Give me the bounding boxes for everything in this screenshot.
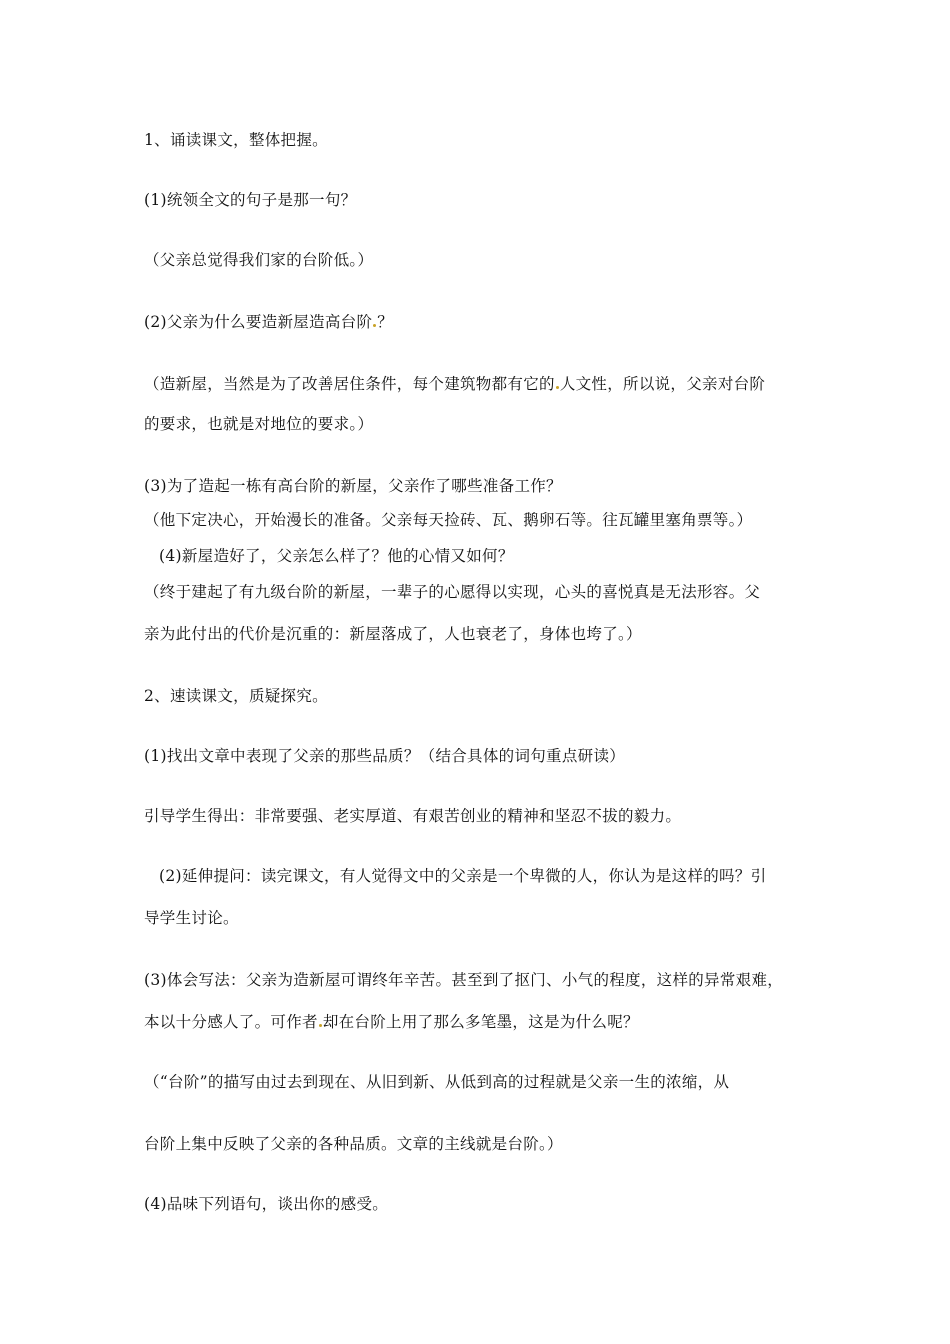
answer-1-2-part-b: 人文性，所以说，父亲对台阶: [559, 375, 766, 393]
question-1-2: [144, 310, 393, 332]
question-1-3: (3)为了造起一栋有高台阶的新屋，父亲作了哪些准备工作？: [144, 477, 562, 495]
answer-2-3-line-2: 台阶上集中反映了父亲的各种品质。文章的主线就是台阶。）: [144, 1135, 563, 1153]
question-2-3-line-1: (3)体会写法：父亲为造新屋可谓终年辛苦。甚至到了抠门、小气的程度，这样的异常艰难，: [144, 971, 784, 989]
question-2-1: (1)找出文章中表现了父亲的那些品质？（结合具体的词句重点研读）: [144, 747, 626, 765]
section-2-heading: 2、速读课文，质疑探究。: [144, 687, 328, 705]
dot-mark: [556, 386, 559, 389]
question-1-2-text: (2)父亲为什么要造新屋造高台阶: [144, 313, 373, 331]
answer-1-2-line-2: 的要求，也就是对地位的要求。）: [144, 415, 374, 433]
answer-1-4-line-2: 亲为此付出的代价是沉重的：新屋落成了，人也衰老了，身体也垮了。）: [144, 625, 642, 643]
question-2-2-line-2: 导学生讨论。: [144, 909, 239, 927]
question-2-3-line-2: [144, 1010, 639, 1032]
question-2-4: (4)品味下列语句，谈出你的感受。: [144, 1195, 389, 1213]
section-1-heading: 1、诵读课文，整体把握。: [144, 131, 328, 149]
question-1-4: (4)新屋造好了，父亲怎么样了？他的心情又如何？: [159, 547, 514, 565]
answer-1-4-line-1: （终于建起了有九级台阶的新屋，一辈子的心愿得以实现，心头的喜悦真是无法形容。父: [144, 583, 761, 601]
question-1-2-mark: ？: [377, 313, 394, 331]
answer-1-1: （父亲总觉得我们家的台阶低。）: [144, 251, 374, 269]
question-1-1: (1)统领全文的句子是那一句？: [144, 191, 357, 209]
answer-1-2-line-1: [144, 372, 765, 394]
answer-2-3-line-1: （“台阶”的描写由过去到现在、从旧到新、从低到高的过程就是父亲一生的浓缩，从: [144, 1073, 730, 1091]
dot-mark: [373, 324, 376, 327]
dot-mark: [319, 1024, 322, 1027]
question-2-3-part-a: 本以十分感人了。可作者: [144, 1013, 318, 1031]
question-2-2-line-1: (2)延伸提问：读完课文，有人觉得文中的父亲是一个卑微的人，你认为是这样的吗？引: [159, 867, 767, 885]
question-2-3-part-b: 却在台阶上用了那么多笔墨，这是为什么呢？: [322, 1013, 639, 1031]
answer-2-1: 引导学生得出：非常要强、老实厚道、有艰苦创业的精神和坚忍不拔的毅力。: [144, 807, 682, 825]
answer-1-2-part-a: （造新屋，当然是为了改善居住条件，每个建筑物都有它的: [144, 375, 555, 393]
answer-1-3: （他下定决心，开始漫长的准备。父亲每天捡砖、瓦、鹅卵石等。往瓦罐里塞角票等。）: [144, 511, 753, 529]
